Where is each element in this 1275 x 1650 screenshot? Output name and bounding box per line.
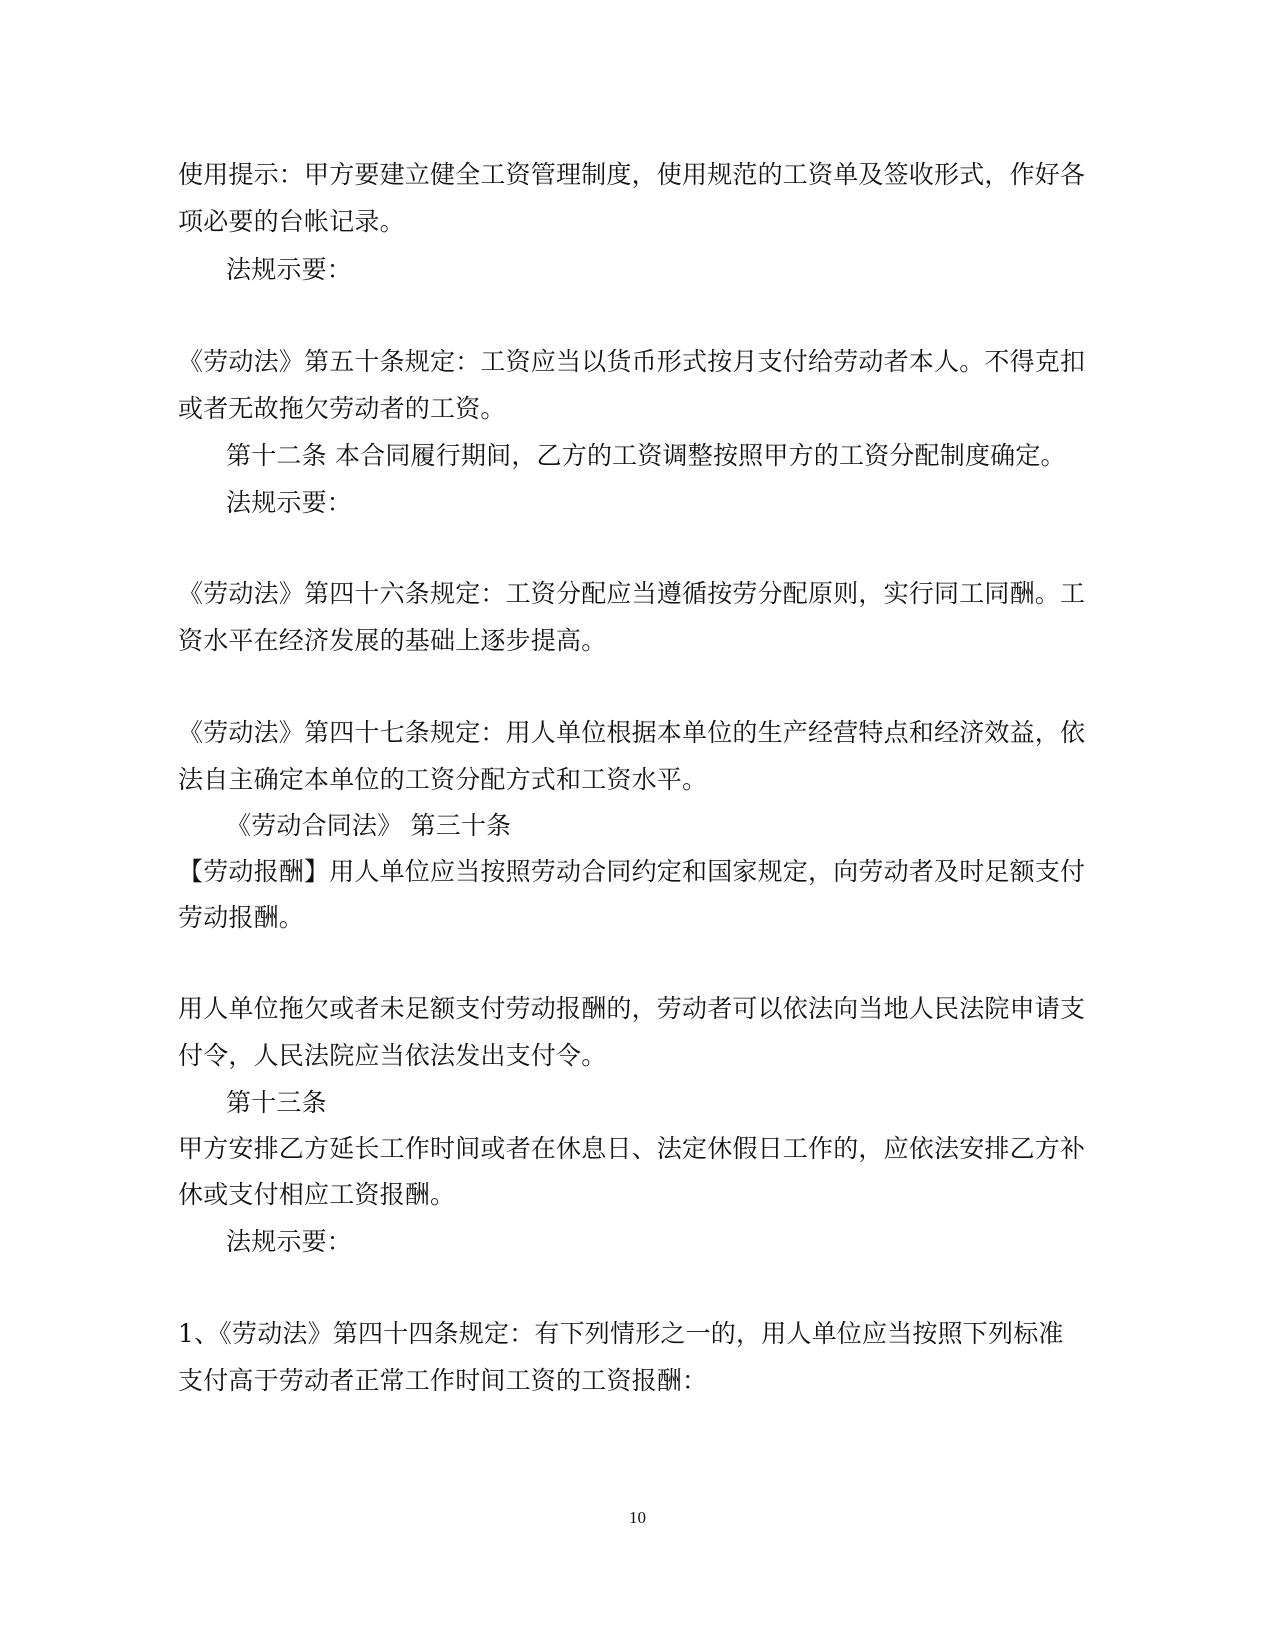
text-line: 付令，人民法院应当依法发出支付令。 xyxy=(178,1041,607,1070)
text-line: 资水平在经济发展的基础上逐步提高。 xyxy=(178,626,607,655)
text-line: 第十二条 本合同履行期间，乙方的工资调整按照甲方的工资分配制度确定。 xyxy=(226,441,1066,470)
text-line: 支付高于劳动者正常工作时间工资的工资报酬： xyxy=(178,1366,708,1395)
text-line: 使用提示：甲方要建立健全工资管理制度，使用规范的工资单及签收形式，作好各 xyxy=(178,160,1086,189)
text-line: 第十三条 xyxy=(226,1088,327,1117)
text-line: 法自主确定本单位的工资分配方式和工资水平。 xyxy=(178,765,708,794)
text-line: 《劳动合同法》 第三十条 xyxy=(226,811,512,840)
text-line: 休或支付相应工资报酬。 xyxy=(178,1180,456,1209)
text-line: 或者无故拖欠劳动者的工资。 xyxy=(178,394,506,423)
text-line: 《劳动法》第四十六条规定：工资分配应当遵循按劳分配原则，实行同工同酬。工 xyxy=(178,579,1086,608)
text-line: 法规示要： xyxy=(226,255,353,284)
text-line: 【劳动报酬】用人单位应当按照劳动合同约定和国家规定，向劳动者及时足额支付 xyxy=(178,857,1086,886)
text-line: 甲方安排乙方延长工作时间或者在休息日、法定休假日工作的，应依法安排乙方补 xyxy=(178,1134,1086,1163)
text-line: 法规示要： xyxy=(226,1227,353,1256)
text-line: 用人单位拖欠或者未足额支付劳动报酬的，劳动者可以依法向当地人民法院申请支 xyxy=(178,994,1086,1023)
text-line: 《劳动法》第五十条规定：工资应当以货币形式按月支付给劳动者本人。不得克扣 xyxy=(178,347,1086,376)
text-line: 法规示要： xyxy=(226,488,353,517)
text-line: 项必要的台帐记录。 xyxy=(178,207,405,236)
page-number: 10 xyxy=(629,1508,646,1527)
text-line: 《劳动法》第四十七条规定：用人单位根据本单位的生产经营特点和经济效益，依 xyxy=(178,718,1086,747)
text-line: 1、《劳动法》第四十四条规定：有下列情形之一的，用人单位应当按照下列标准 xyxy=(178,1319,1064,1348)
text-line: 劳动报酬。 xyxy=(178,903,305,932)
